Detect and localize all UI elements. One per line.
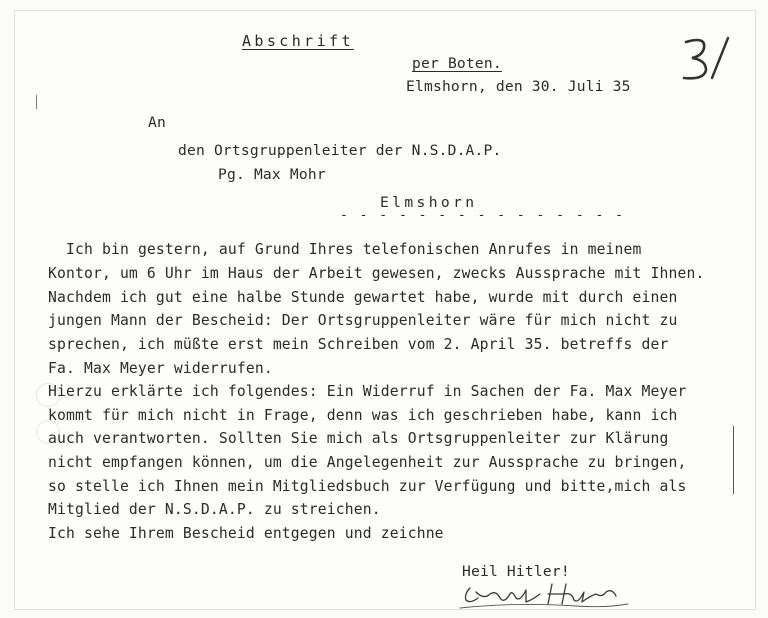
body-line-12: Mitglied der N.S.D.A.P. zu streichen. bbox=[48, 501, 381, 518]
body-line-4: jungen Mann der Bescheid: Der Ortsgruppenleiter wäre für mich nicht zu bbox=[48, 312, 678, 329]
right-margin-line bbox=[733, 426, 734, 494]
body-line-8: kommt für mich nicht in Frage, denn was ich geschrieben habe, kann ich bbox=[48, 407, 678, 424]
place-date: Elmshorn, den 30. Juli 35 bbox=[406, 78, 631, 95]
body-line-13: Ich sehe Ihrem Bescheid entgegen und zeichne bbox=[48, 525, 444, 542]
document-header-title: Abschrift bbox=[242, 32, 354, 50]
body-line-11: so stelle ich Ihnen mein Mitgliedsbuch zur Verfügung und bitte,mich als bbox=[48, 478, 687, 495]
body-line-10: nicht empfangen können, um die Angelegenheit zur Aussprache zu bringen, bbox=[48, 454, 687, 471]
body-line-7: Hierzu erklärte ich folgendes: Ein Widerruf in Sachen der Fa. Max Meyer bbox=[48, 383, 687, 400]
body-line-9: auch verantworten. Sollten Sie mich als Ortsgruppenleiter zur Klärung bbox=[48, 430, 669, 447]
recipient-line-1: den Ortsgruppenleiter der N.S.D.A.P. bbox=[178, 142, 502, 159]
recipient-dashes: - - - - - - - - - - - - - - - bbox=[340, 208, 625, 223]
document-page bbox=[14, 10, 756, 610]
delivery-note: per Boten. bbox=[412, 55, 502, 72]
handwritten-signature bbox=[456, 580, 636, 614]
body-line-1: Ich bin gestern, auf Grund Ihres telefonischen Anrufes in meinem bbox=[66, 241, 642, 258]
closing-greeting: Heil Hitler! bbox=[462, 563, 570, 580]
body-line-5: sprechen, ich müßte erst mein Schreiben vom 2. April 35. betreffs der bbox=[48, 336, 669, 353]
body-line-2: Kontor, um 6 Uhr im Haus der Arbeit gewesen, zwecks Aussprache mit Ihnen. bbox=[48, 265, 705, 282]
recipient-city: Elmshorn bbox=[380, 194, 478, 211]
handwritten-page-number bbox=[676, 34, 732, 84]
body-line-3: Nachdem ich gut eine halbe Stunde gewartet habe, wurde mit durch einen bbox=[48, 289, 678, 306]
left-margin-mark bbox=[36, 95, 37, 109]
recipient-line-2: Pg. Max Mohr bbox=[218, 166, 326, 183]
salutation-to: An bbox=[148, 114, 166, 131]
body-line-6: Fa. Max Meyer widerrufen. bbox=[48, 360, 273, 377]
